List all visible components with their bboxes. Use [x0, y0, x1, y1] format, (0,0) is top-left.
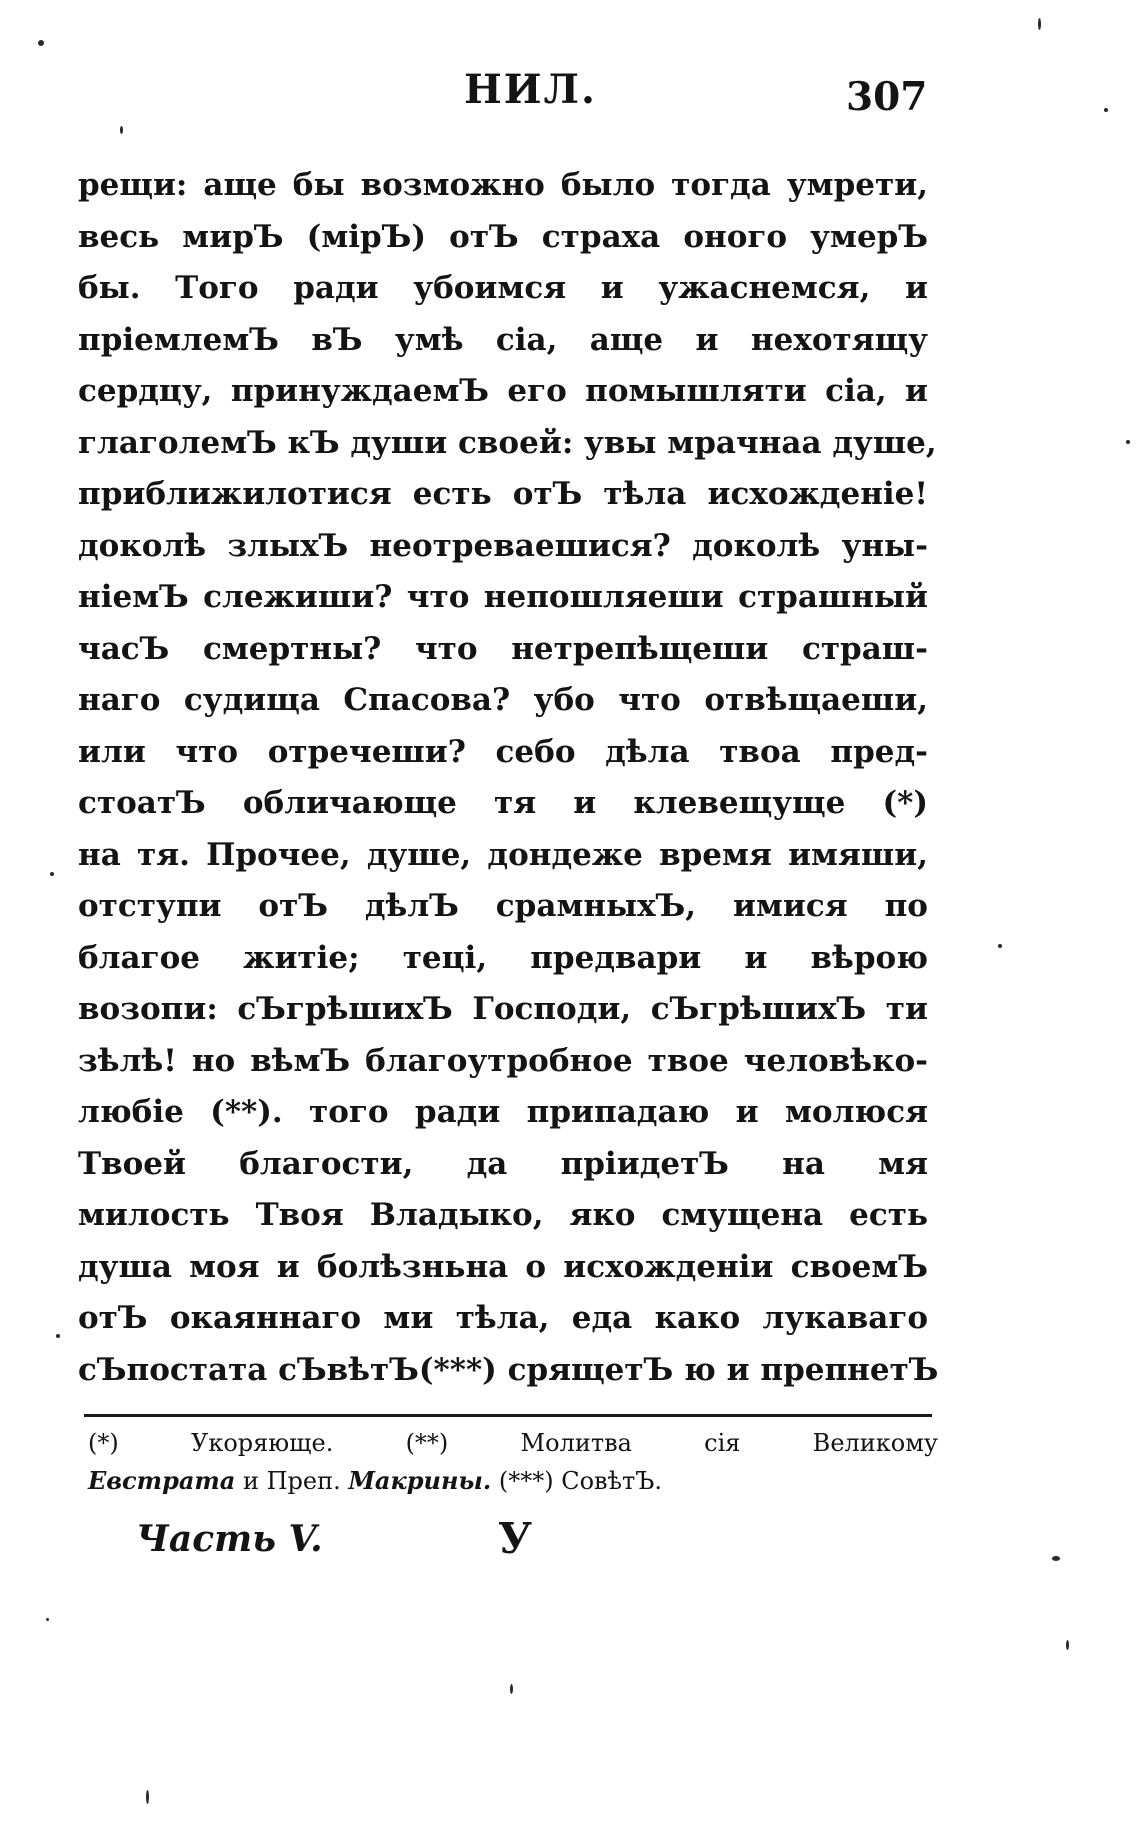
- scan-speck: [510, 1684, 513, 1694]
- scan-speck: [1052, 1556, 1060, 1561]
- footnote-line: (*) Укоряюще. (**) Молитва сія Великому: [88, 1429, 938, 1457]
- scan-speck: [1126, 440, 1130, 444]
- footnote-name: Евстрата: [88, 1466, 236, 1495]
- scan-speck: [1066, 1640, 1069, 1650]
- signature-letter: У: [498, 1514, 533, 1563]
- text-line: возопи: сЪгрѣшихЪ Господи, сЪгрѣшихЪ ти: [78, 991, 928, 1027]
- text-line: Твоей благости, да пріидетЪ на мя: [78, 1145, 928, 1182]
- text-line: сердцу, принуждаемЪ его помышляти сіа, и: [78, 373, 928, 409]
- footnote-text: (***) СовѣтЪ.: [491, 1467, 662, 1495]
- text-line: глаголемЪ кЪ души своей: увы мрачнаа душе,: [78, 424, 937, 461]
- footnote-line: [88, 1462, 938, 1500]
- scan-speck: [120, 126, 123, 134]
- text-line: рещи: аще бы возможно было тогда умрети,: [78, 167, 928, 203]
- text-line: отступи отЪ дѣлЪ срамныхЪ, имися по: [78, 888, 928, 924]
- text-line: на тя. Прочее, душе, дондеже время имяши,: [78, 836, 928, 873]
- text-line: часЪ смертны? что нетрепѣщеши страш-: [78, 630, 928, 667]
- text-line: отЪ окаяннаго ми тѣла, еда како лукаваго: [78, 1300, 928, 1336]
- page-number: 307: [846, 74, 928, 120]
- body-text: [78, 160, 939, 1396]
- text-line: доколѣ злыхЪ неотреваешися? доколѣ уны-: [78, 527, 928, 564]
- scan-speck: [146, 1790, 149, 1804]
- text-line: весь мирЪ (мірЪ) отЪ страха оного умерЪ: [78, 218, 928, 255]
- scan-speck: [998, 944, 1002, 948]
- text-line: ніемЪ слежиши? что непошляеши страшный: [78, 579, 928, 615]
- signature-part-label: Часть V.: [136, 1518, 323, 1560]
- text-line: приближилотися есть отЪ тѣла исхожденіе!: [78, 476, 928, 512]
- footnote-name: Макрины.: [348, 1466, 492, 1495]
- text-line: благое житіе; теці, предвари и вѣрою: [78, 939, 928, 976]
- footnotes: [88, 1424, 938, 1500]
- scan-speck: [50, 872, 54, 876]
- scan-speck: [46, 1618, 49, 1621]
- text-line: милость Твоя Владыко, яко смущена есть: [78, 1197, 928, 1233]
- scan-speck: [38, 40, 44, 46]
- scan-speck: [56, 1334, 60, 1338]
- text-line: сЪпостата сЪвѣтЪ(***) срящетЪ ю и препнетЪ: [78, 1351, 939, 1388]
- running-head: НИЛ.: [464, 66, 597, 113]
- text-line: любіе (**). того ради припадаю и молюся: [78, 1094, 928, 1130]
- scan-speck: [1038, 18, 1041, 30]
- text-line: наго судища Спасова? убо что отвѣщаеши,: [78, 682, 928, 718]
- text-line: зѣлѣ! но вѣмЪ благоутробное твое человѣко-: [78, 1042, 928, 1079]
- text-line: или что отречеши? себо дѣла твоа пред-: [78, 733, 928, 770]
- text-line: стоатЪ обличающе тя и клевещуще (*): [78, 785, 928, 821]
- scan-speck: [1104, 108, 1108, 112]
- text-line: душа моя и болѣзньна о исхожденіи своемЪ: [78, 1248, 928, 1285]
- footnote-text: и Преп.: [235, 1467, 349, 1495]
- text-line: пріемлемЪ вЪ умѣ сіа, аще и нехотящу: [78, 321, 928, 358]
- text-line: бы. Того ради убоимся и ужаснемся, и: [78, 270, 928, 306]
- footnote-rule: [84, 1414, 932, 1417]
